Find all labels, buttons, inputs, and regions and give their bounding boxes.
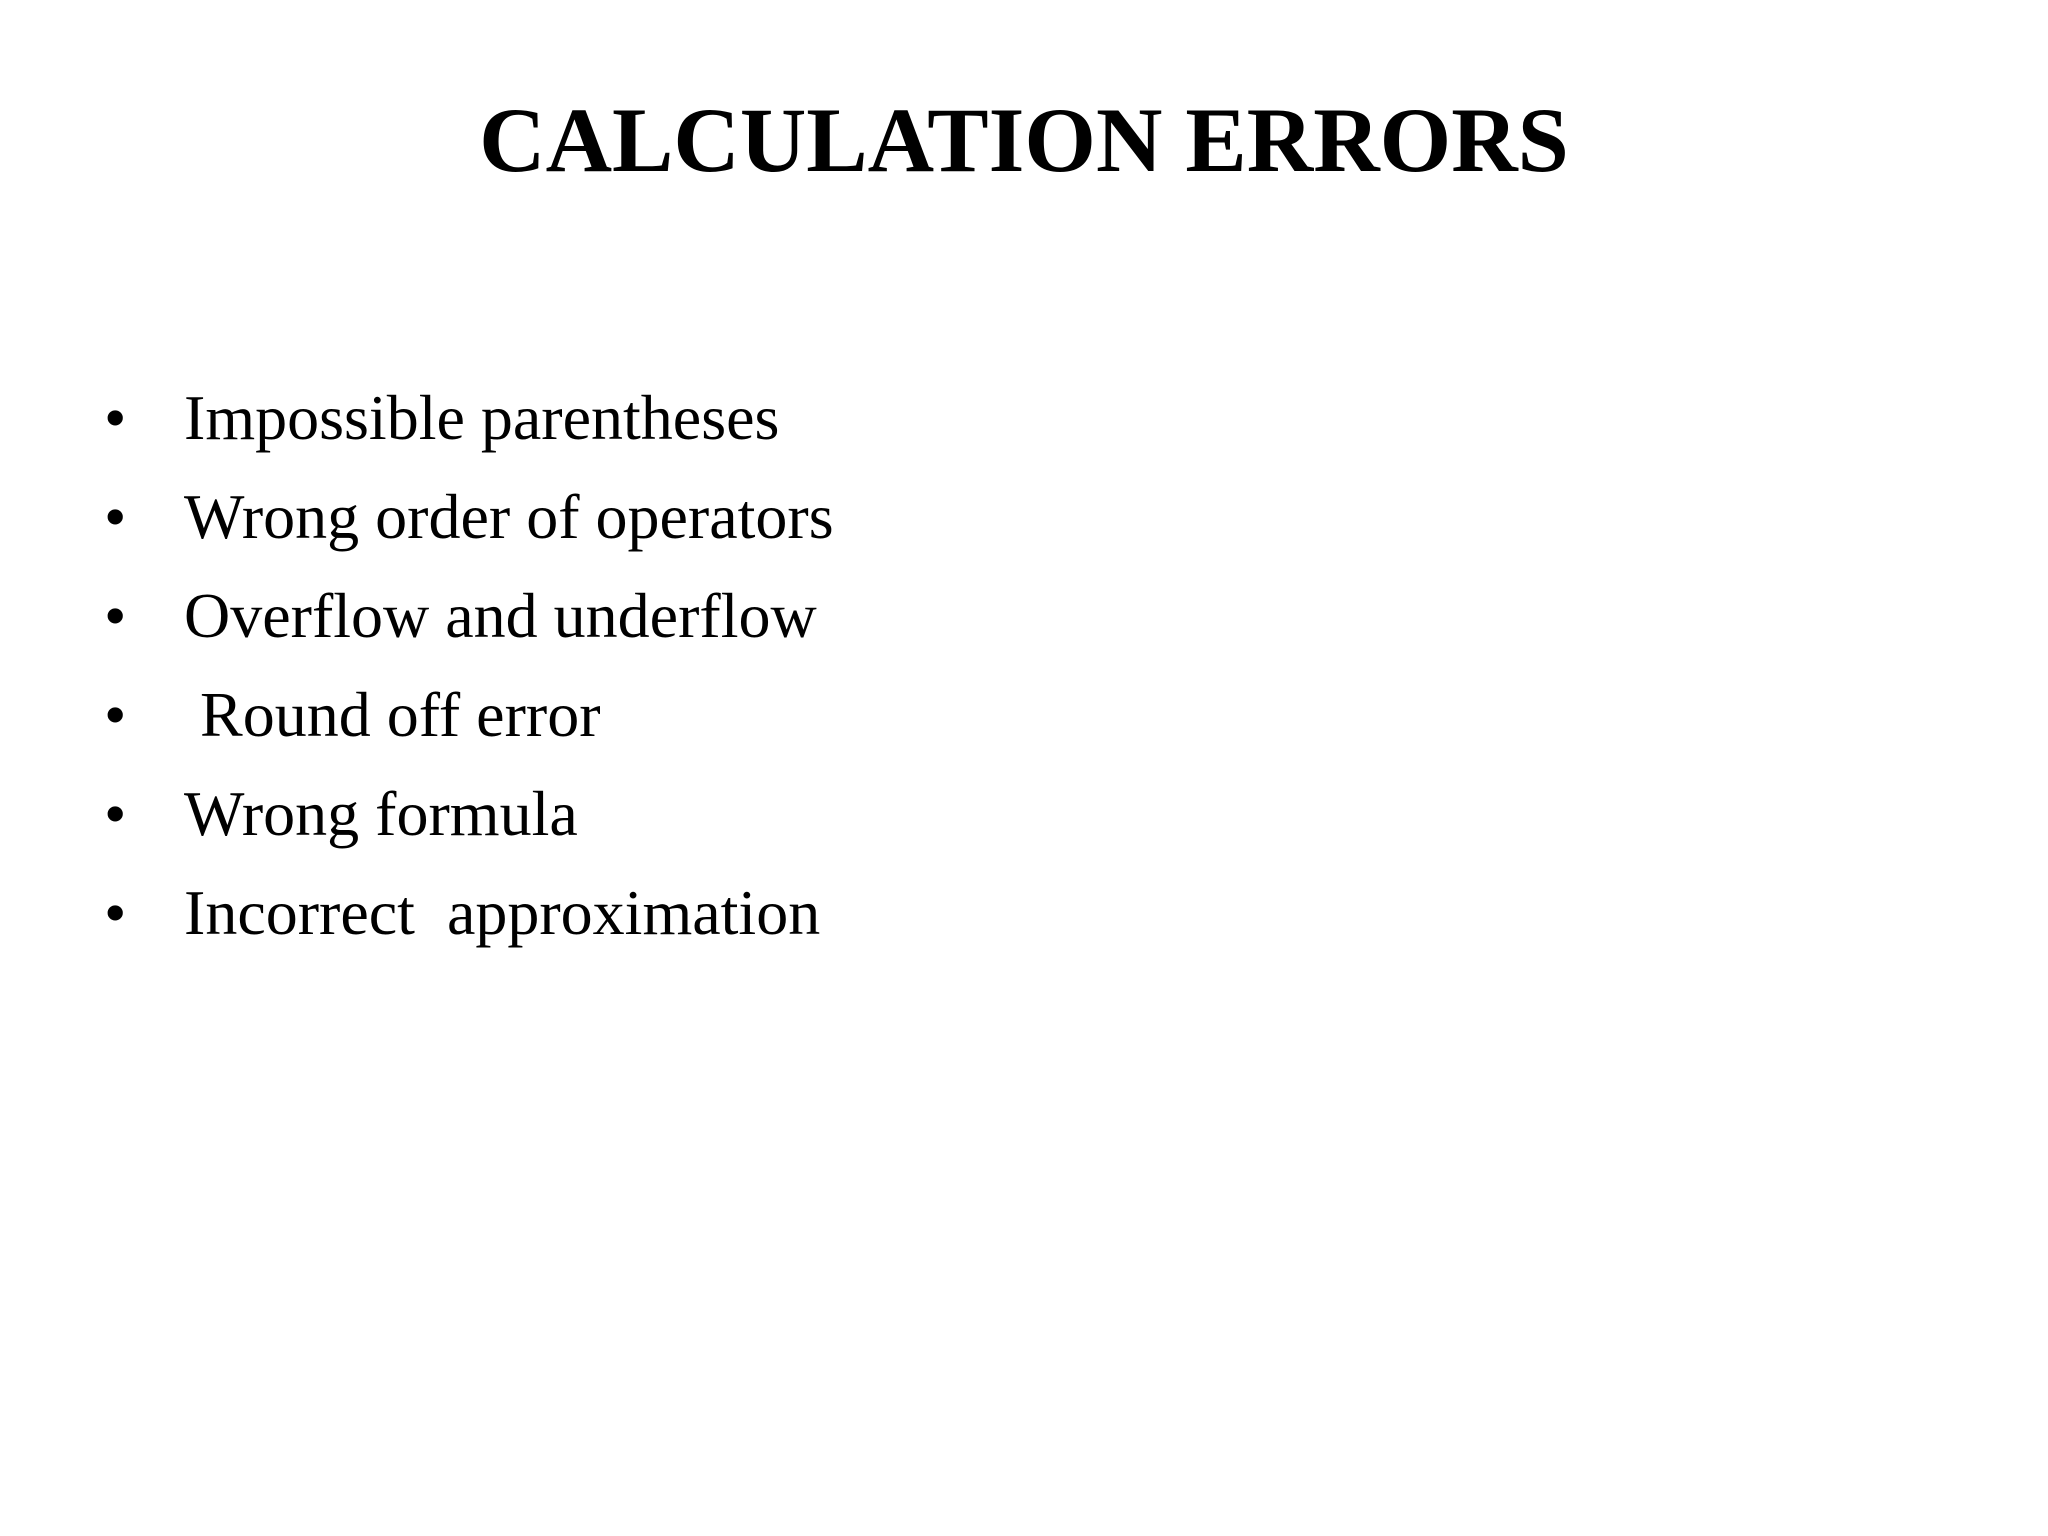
slide-title: CALCULATION ERRORS bbox=[479, 89, 1569, 191]
bullet-icon: • bbox=[104, 679, 127, 750]
list-item bbox=[104, 764, 578, 863]
list-item bbox=[104, 467, 834, 566]
bullet-text: Incorrect approximation bbox=[184, 877, 821, 948]
bullet-icon: • bbox=[104, 481, 127, 552]
bullet-text: Impossible parentheses bbox=[184, 382, 780, 453]
list-item bbox=[104, 566, 817, 665]
bullet-list bbox=[104, 368, 834, 962]
list-item bbox=[104, 863, 821, 962]
bullet-icon: • bbox=[104, 382, 127, 453]
bullet-icon: • bbox=[104, 778, 127, 849]
bullet-icon: • bbox=[104, 877, 127, 948]
bullet-icon: • bbox=[104, 580, 127, 651]
bullet-text: Wrong order of operators bbox=[184, 481, 834, 552]
bullet-text: Overflow and underflow bbox=[184, 580, 817, 651]
bullet-text: Wrong formula bbox=[184, 778, 578, 849]
list-item bbox=[104, 368, 780, 467]
list-item bbox=[104, 665, 601, 764]
bullet-text: Round off error bbox=[184, 679, 601, 750]
